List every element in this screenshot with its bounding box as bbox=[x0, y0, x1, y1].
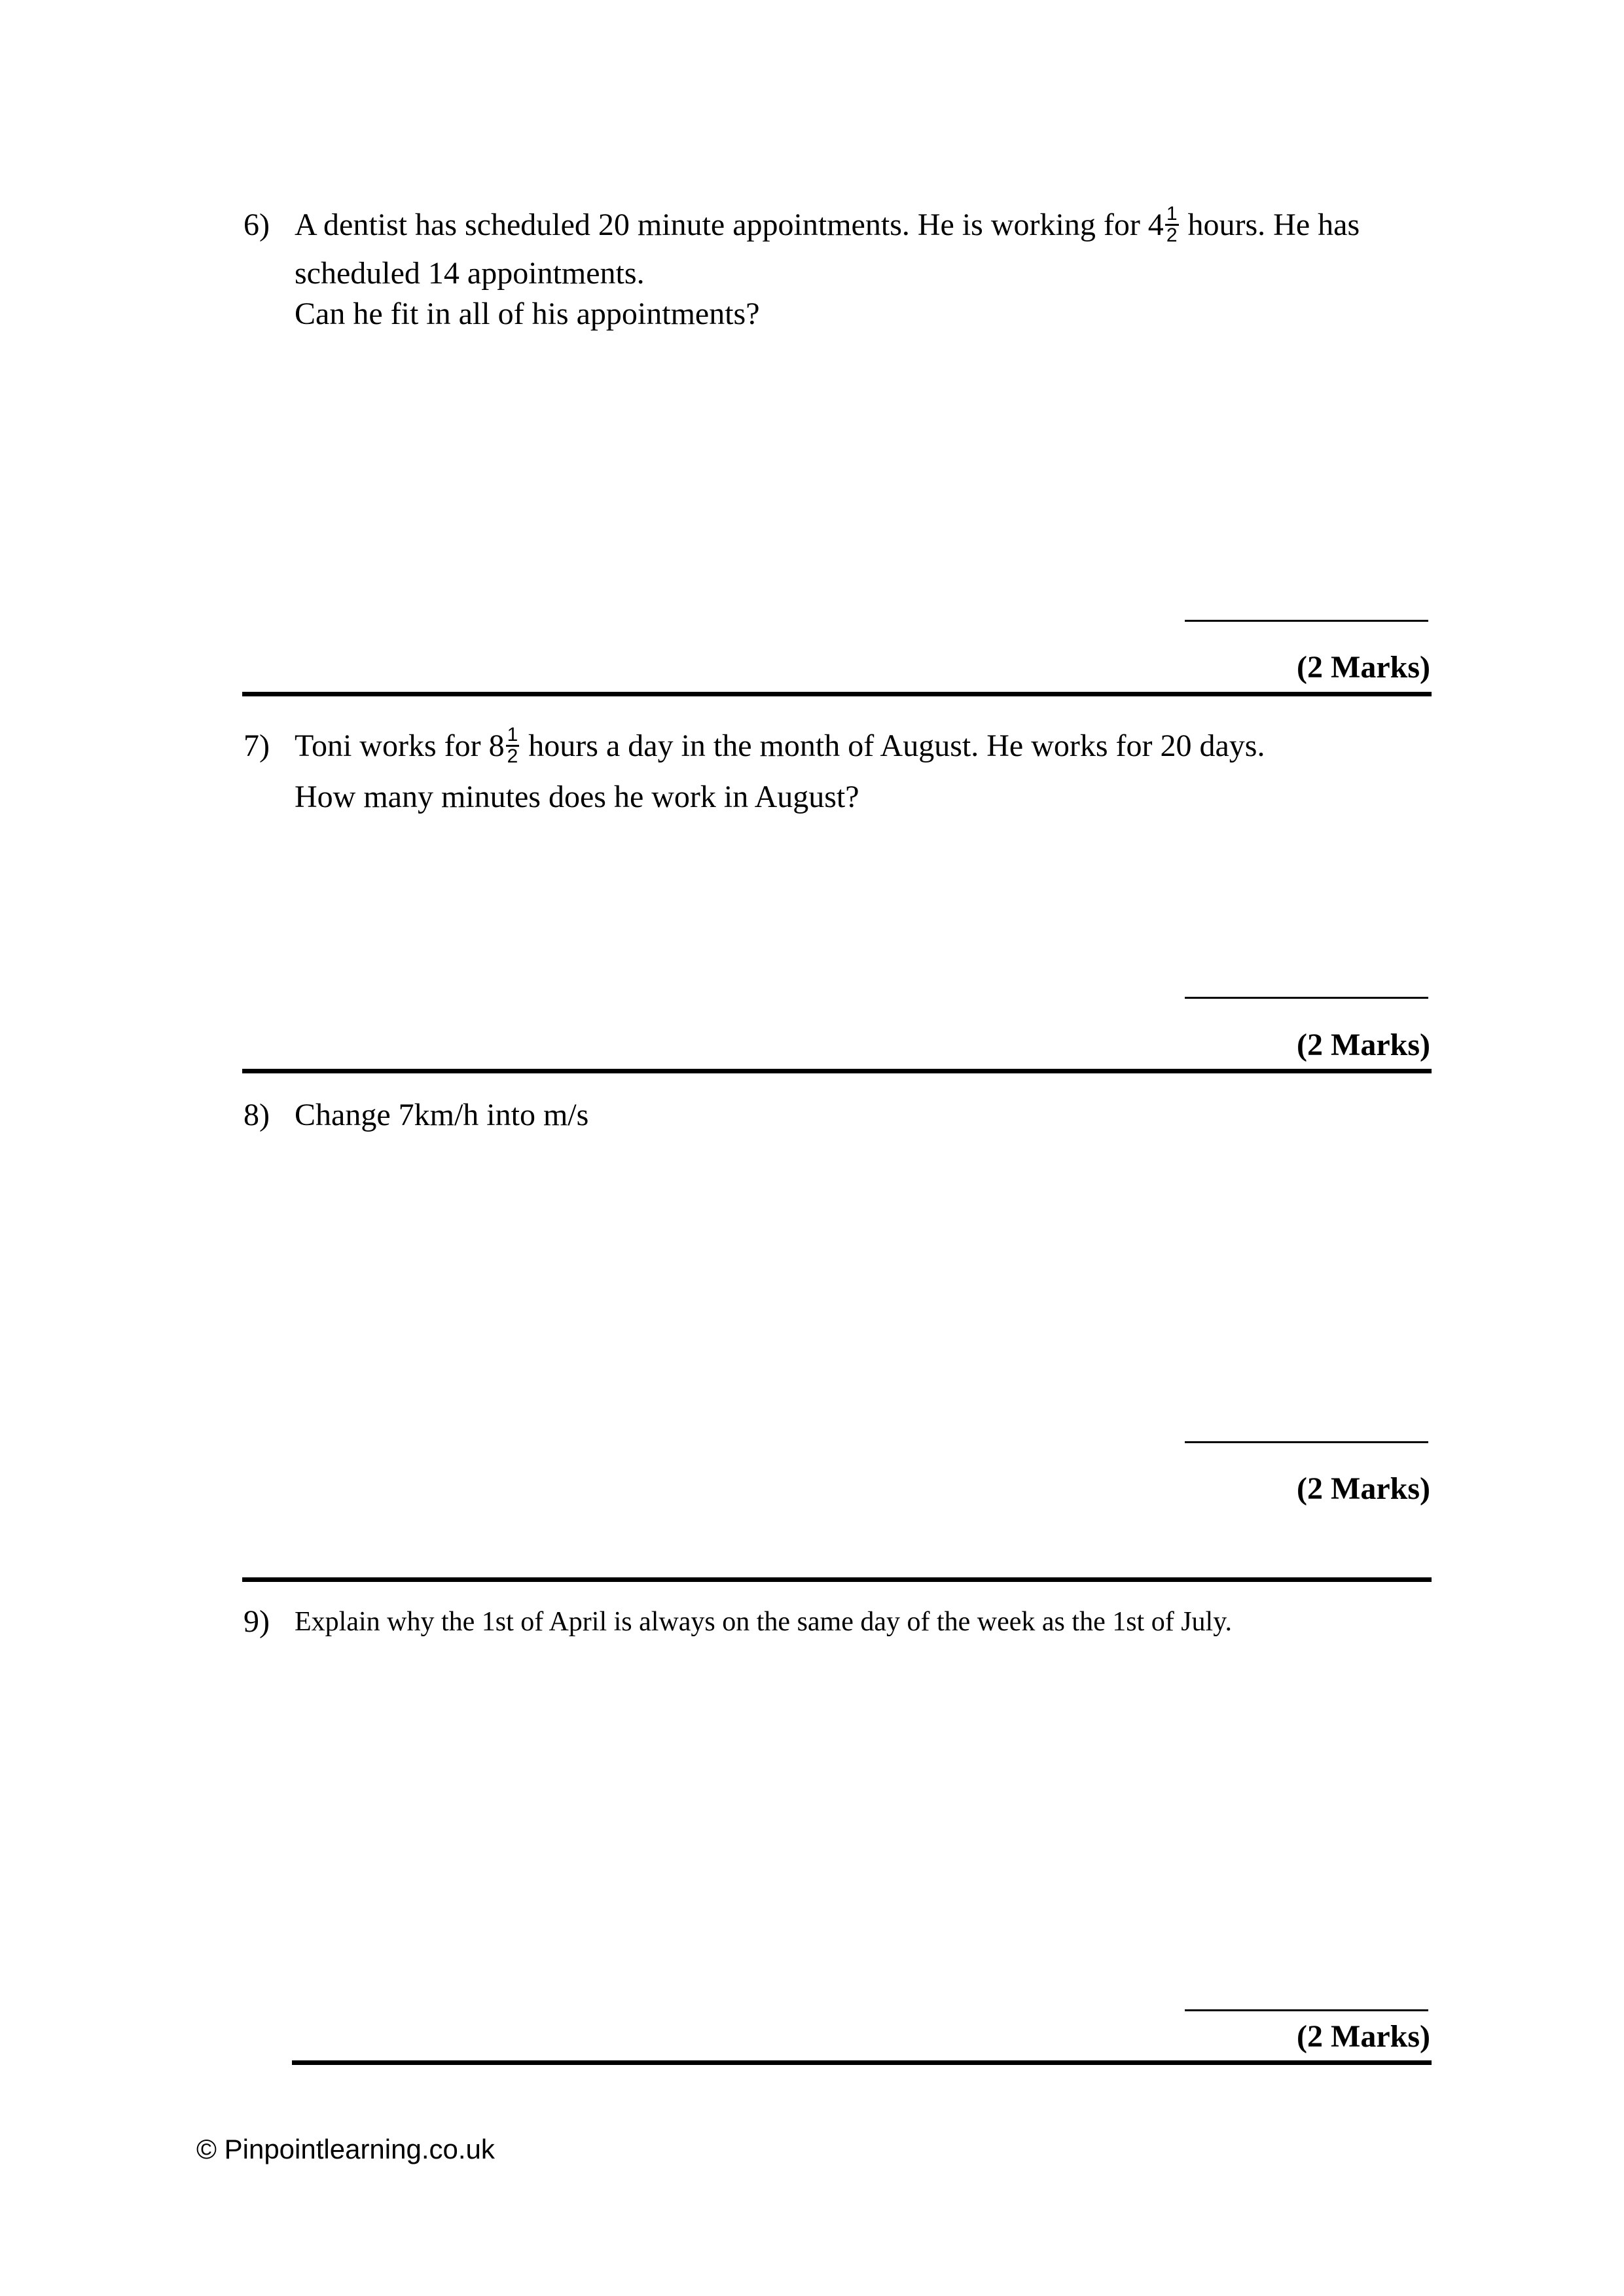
question-text-line: Can he fit in all of his appointments? bbox=[295, 296, 760, 331]
section-divider bbox=[242, 1069, 1432, 1073]
footer-copyright: © Pinpointlearning.co.uk bbox=[196, 2134, 495, 2164]
answer-line bbox=[1185, 1441, 1428, 1443]
question-number: 9) bbox=[244, 1604, 270, 1639]
fraction-numerator: 1 bbox=[507, 724, 518, 746]
question-text-line bbox=[295, 725, 1265, 769]
section-divider bbox=[292, 2060, 1432, 2065]
marks-label: (2 Marks) bbox=[1297, 1471, 1430, 1506]
question-number: 7) bbox=[244, 728, 270, 763]
fraction bbox=[1165, 204, 1179, 245]
question-text: hours. He has bbox=[1180, 207, 1360, 242]
question-text: Toni works for 8 bbox=[295, 728, 505, 763]
question-text: hours a day in the month of August. He works for 20 days. bbox=[520, 728, 1265, 763]
question-text: A dentist has scheduled 20 minute appointments. He is working for 4 bbox=[295, 207, 1164, 242]
marks-label: (2 Marks) bbox=[1297, 650, 1430, 685]
marks-label: (2 Marks) bbox=[1297, 2019, 1430, 2054]
question-text-line: Explain why the 1st of April is always on the same day of the week as the 1st of July. bbox=[295, 1607, 1232, 1637]
answer-line bbox=[1185, 997, 1428, 999]
question-text-line: scheduled 14 appointments. bbox=[295, 256, 645, 291]
question-text-line: How many minutes does he work in August? bbox=[295, 780, 859, 814]
answer-line bbox=[1185, 620, 1428, 622]
fraction bbox=[506, 725, 520, 766]
fraction-denominator: 2 bbox=[1166, 224, 1178, 247]
fraction-numerator: 1 bbox=[1166, 203, 1178, 225]
marks-label: (2 Marks) bbox=[1297, 1028, 1430, 1062]
question-text-line bbox=[295, 204, 1360, 248]
answer-line bbox=[1185, 2009, 1428, 2011]
question-text-line: Change 7km/h into m/s bbox=[295, 1098, 589, 1132]
section-divider bbox=[242, 692, 1432, 696]
question-number: 8) bbox=[244, 1098, 270, 1132]
section-divider bbox=[242, 1577, 1432, 1582]
question-number: 6) bbox=[244, 207, 270, 242]
fraction-denominator: 2 bbox=[507, 745, 518, 768]
